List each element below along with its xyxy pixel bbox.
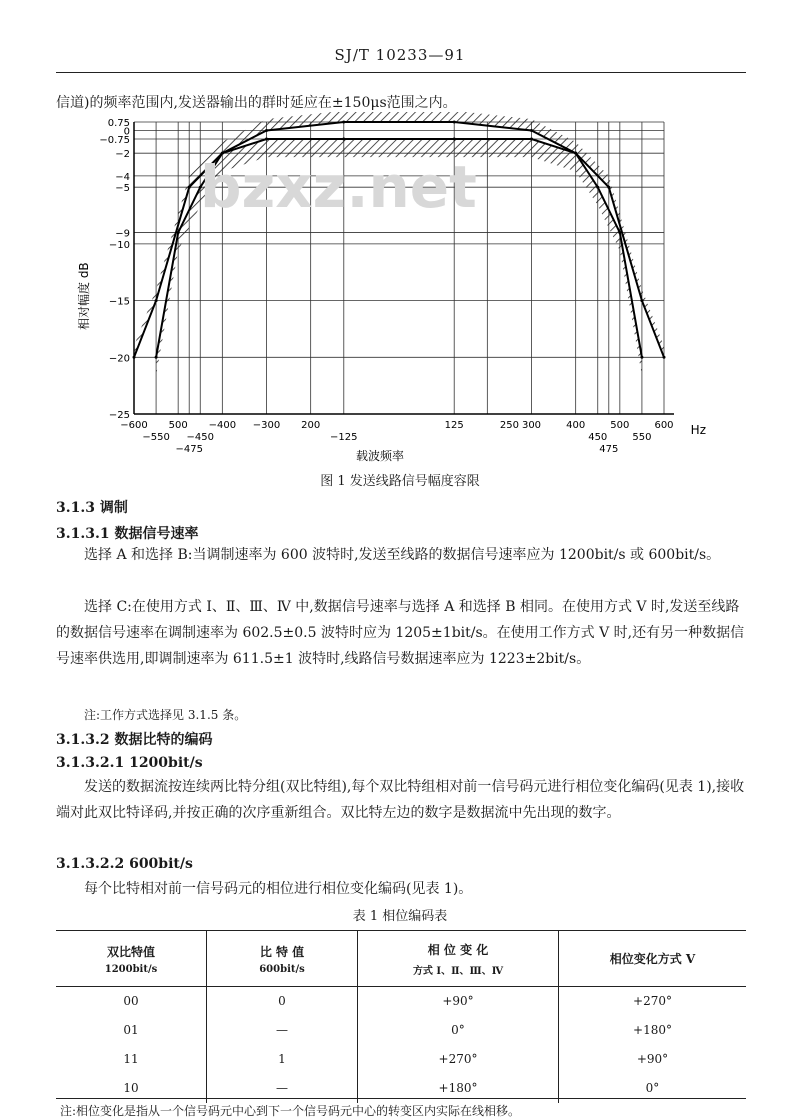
paragraph-600: 每个比特相对前一信号码元的相位进行相位变化编码(见表 1)。	[84, 881, 473, 897]
header-bit: 比 特 值 600bit/s	[207, 931, 358, 987]
header-phase-change-mode-v: 相位变化方式 Ⅴ	[609, 952, 696, 966]
x-tick-label: −300	[252, 420, 281, 431]
y-tick-label: −0.75	[99, 135, 130, 147]
data-point	[133, 356, 136, 359]
table-row	[56, 1016, 746, 1045]
data-point	[574, 152, 577, 155]
x-tick-label: −450	[186, 432, 214, 443]
table-cell: 01	[56, 1016, 207, 1045]
data-point	[530, 138, 533, 141]
x-tick-label: 125	[444, 420, 464, 431]
data-point	[342, 121, 345, 124]
table-cell: —	[207, 1016, 358, 1045]
data-point	[342, 138, 345, 141]
x-tick-label: 500	[168, 420, 188, 431]
y-tick-label: −4	[115, 171, 130, 183]
footer-note: 注:相位变化是指从一个信号码元中心到下一个信号码元中心的转变区内实际在线相移。	[60, 1104, 521, 1118]
y-tick-label: −2	[115, 149, 130, 161]
x-tick-label: −600	[120, 420, 148, 431]
table-bottom-rule	[56, 1098, 746, 1099]
x-tick-label: 550	[632, 432, 652, 443]
x-tick-label: 250	[499, 420, 519, 431]
table-cell: +270°	[633, 994, 672, 1009]
note-work-mode: 注:工作方式选择见 3.1.5 条。	[84, 708, 247, 722]
data-point	[453, 121, 456, 124]
section-3-1-3-2: 3.1.3.2 数据比特的编码	[56, 732, 213, 748]
data-point	[530, 129, 533, 132]
table-cell: 0°	[358, 1016, 559, 1045]
table-cell: 00	[56, 987, 207, 1016]
section-3-1-3-2-1: 3.1.3.2.1 1200bit/s	[56, 755, 203, 771]
table-cell: —	[207, 1074, 358, 1103]
y-axis-ticks	[99, 118, 130, 421]
y-tick-label: −15	[108, 296, 130, 308]
table-cell: +90°	[358, 987, 559, 1016]
data-point	[155, 299, 158, 302]
y-tick-label: −20	[108, 353, 130, 365]
table-cell: 0°	[645, 1081, 660, 1095]
x-tick-label: 475	[599, 444, 619, 455]
x-tick-label: 600	[654, 420, 674, 431]
y-tick-label: −5	[115, 183, 130, 195]
x-tick-label: 400	[566, 420, 586, 431]
table-cell: 10	[56, 1074, 207, 1103]
x-tick-label: −475	[175, 444, 203, 455]
table-cell: 1	[207, 1045, 358, 1074]
header-phase-change: 相 位 变 化 方式 Ⅰ、Ⅱ、Ⅲ、Ⅳ	[358, 931, 559, 987]
data-point	[607, 186, 610, 189]
table-cell: 0	[207, 987, 358, 1016]
y-tick-label: −25	[108, 410, 130, 421]
table-row	[56, 1045, 746, 1074]
x-tick-label: −125	[330, 432, 358, 443]
table-cell: +180°	[358, 1074, 559, 1103]
data-point	[618, 231, 621, 234]
table-header-row	[56, 931, 746, 987]
data-point	[663, 356, 666, 359]
intro-text: 信道)的频率范围内,发送器输出的群时延应在±150μs范围之内。	[56, 95, 457, 111]
data-point	[155, 356, 158, 359]
phase-coding-table	[56, 930, 746, 1103]
standard-code: SJ/T 10233—91	[334, 46, 466, 64]
data-point	[265, 138, 268, 141]
data-point	[596, 186, 599, 189]
data-point	[453, 138, 456, 141]
table-cell: +180°	[633, 1023, 672, 1037]
header-rule	[56, 72, 746, 73]
x-tick-label: −400	[208, 420, 237, 431]
paragraph-option-c: 选择 C:在使用方式 Ⅰ、Ⅱ、Ⅲ、Ⅳ 中,数据信号速率与选择 A 和选择 B 相同。在使用方式 Ⅴ 时,发送至线路的数据信号速率在调制速率为 602.5±0.5 波特时应为 1205±1bit/s。在使用工作方式 Ⅴ 时,还有另一种数据信号速率供选用,即调制速率为 611.5±1 波特时,线路信号数据速率应为 1223±2bit/s。	[56, 599, 745, 667]
x-tick-label: 500	[610, 420, 630, 431]
y-axis-label: 相对幅度 dB	[77, 262, 91, 330]
x-tick-label: 450	[588, 432, 608, 443]
paragraph-1200: 发送的数据流按连续两比特分组(双比特组),每个双比特组相对前一信号码元进行相位变化编码(见表 1),接收端对此双比特译码,并按正确的次序重新组合。双比特左边的数字是数据流中先出现的数字。	[56, 779, 745, 821]
table-caption: 表 1 相位编码表	[352, 909, 448, 924]
section-3-1-3-2-2: 3.1.3.2.2 600bit/s	[56, 856, 193, 872]
section-3-1-3: 3.1.3 调制	[56, 500, 128, 516]
data-point	[265, 129, 268, 132]
y-tick-label: 0.75	[107, 118, 130, 129]
y-tick-label: −10	[108, 239, 130, 251]
data-point	[177, 231, 180, 234]
table-cell: +270°	[358, 1045, 559, 1074]
x-axis-unit: Hz	[690, 423, 706, 437]
y-tick-label: 0	[123, 126, 130, 138]
x-axis-title: 载波频率	[355, 449, 405, 463]
table-cell: +90°	[636, 1052, 669, 1066]
data-point	[640, 356, 643, 359]
amplitude-tolerance-chart	[50, 112, 710, 482]
watermark: bzxz.net	[200, 153, 477, 221]
x-tick-label: −550	[142, 432, 170, 443]
x-tick-label: 300	[521, 420, 542, 431]
table-row	[56, 987, 746, 1016]
table-cell: 11	[56, 1045, 207, 1074]
header-dibit: 双比特值 1200bit/s	[56, 931, 207, 987]
section-3-1-3-1: 3.1.3.1 数据信号速率	[56, 526, 199, 542]
y-tick-label: −9	[115, 228, 130, 240]
x-tick-label: 200	[301, 420, 321, 431]
figure-caption: 图 1 发送线路信号幅度容限	[320, 474, 480, 489]
paragraph-option-ab: 选择 A 和选择 B:当调制速率为 600 波特时,发送至线路的数据信号速率应为 1200bit/s 或 600bit/s。	[84, 547, 721, 563]
data-point	[188, 186, 191, 189]
data-point	[640, 299, 643, 302]
